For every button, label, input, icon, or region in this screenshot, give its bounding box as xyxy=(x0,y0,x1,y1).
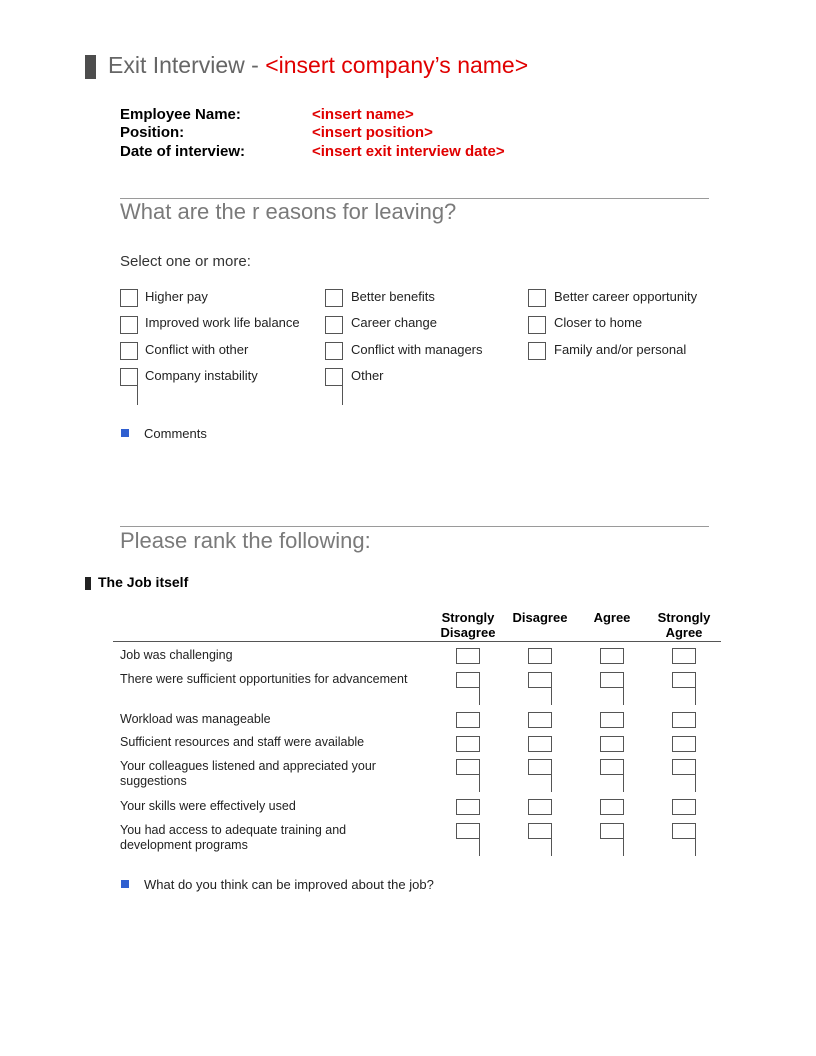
rating-box-strongly-disagree[interactable] xyxy=(456,799,480,815)
checkbox-family-personal[interactable] xyxy=(528,342,546,360)
rating-box-tail xyxy=(695,688,696,705)
improvement-question[interactable]: What do you think can be improved about the job? xyxy=(144,877,434,892)
bullet-icon xyxy=(121,429,129,437)
option-label-work-life-balance: Improved work life balance xyxy=(145,315,300,330)
rating-box-agree[interactable] xyxy=(600,648,624,664)
rating-box-strongly-agree[interactable] xyxy=(672,736,696,752)
scale-header-disagree xyxy=(500,610,580,625)
checkbox-higher-pay[interactable] xyxy=(120,289,138,307)
scale-header-line: Agree xyxy=(593,610,631,625)
option-label-family-personal: Family and/or personal xyxy=(554,342,687,357)
rating-box-strongly-disagree[interactable] xyxy=(456,759,480,775)
scale-header-line: Disagree xyxy=(512,610,568,625)
checkbox-company-instability[interactable] xyxy=(120,368,138,386)
interview-date-label: Date of interview: xyxy=(120,143,246,160)
rating-box-tail xyxy=(479,839,480,856)
rating-box-agree[interactable] xyxy=(600,823,624,839)
option-label-better-career-opportunity: Better career opportunity xyxy=(554,289,698,304)
job-itself-heading: The Job itself xyxy=(98,574,189,590)
rating-box-strongly-agree[interactable] xyxy=(672,648,696,664)
rating-box-disagree[interactable] xyxy=(528,712,552,728)
rating-box-tail xyxy=(479,688,480,705)
rating-box-disagree[interactable] xyxy=(528,799,552,815)
scale-header-strongly-agree xyxy=(644,610,724,640)
checkbox-career-change[interactable] xyxy=(325,316,343,334)
title-bar-marker xyxy=(85,55,96,79)
reasons-heading: What are the r easons for leaving? xyxy=(120,199,457,224)
employee-name-value[interactable]: <insert name> xyxy=(312,106,414,123)
rating-box-tail xyxy=(623,839,624,856)
checkbox-better-benefits[interactable] xyxy=(325,289,343,307)
rating-box-tail xyxy=(623,688,624,705)
subheading-marker xyxy=(85,577,91,590)
rating-box-agree[interactable] xyxy=(600,799,624,815)
company-name-placeholder[interactable]: <insert company’s name> xyxy=(265,52,529,78)
option-label-company-instability: Company instability xyxy=(145,368,258,383)
option-label-other: Other xyxy=(351,368,384,383)
checkbox-tail xyxy=(342,385,343,405)
option-label-conflict-with-managers: Conflict with managers xyxy=(351,342,483,357)
position-value[interactable]: <insert position> xyxy=(312,124,433,141)
scale-header-line: Strongly xyxy=(441,610,495,625)
rating-box-strongly-agree[interactable] xyxy=(672,759,696,775)
option-label-closer-to-home: Closer to home xyxy=(554,315,643,330)
rating-box-disagree[interactable] xyxy=(528,823,552,839)
rating-box-tail xyxy=(479,775,480,792)
rating-box-strongly-disagree[interactable] xyxy=(456,823,480,839)
title-prefix: Exit Interview - xyxy=(108,52,266,78)
option-label-higher-pay: Higher pay xyxy=(145,289,208,304)
rating-box-agree[interactable] xyxy=(600,736,624,752)
question-resources: Sufficient resources and staff were available xyxy=(120,735,365,749)
rating-box-tail xyxy=(551,775,552,792)
table-header-rule xyxy=(113,641,721,642)
scale-header-line: Disagree xyxy=(440,625,496,640)
checkbox-tail xyxy=(137,385,138,405)
interview-date-value[interactable]: <insert exit interview date> xyxy=(312,143,505,160)
question-workload: Workload was manageable xyxy=(120,712,271,726)
question-job-challenging: Job was challenging xyxy=(120,648,233,662)
rating-box-strongly-agree[interactable] xyxy=(672,712,696,728)
rating-box-disagree[interactable] xyxy=(528,736,552,752)
rating-box-strongly-disagree[interactable] xyxy=(456,712,480,728)
rating-box-disagree[interactable] xyxy=(528,759,552,775)
rating-box-tail xyxy=(695,839,696,856)
scale-header-line: Agree xyxy=(665,625,703,640)
scale-header-line: Strongly xyxy=(657,610,711,625)
select-hint: Select one or more: xyxy=(120,253,251,270)
option-label-conflict-with-other: Conflict with other xyxy=(145,342,249,357)
rating-box-strongly-disagree[interactable] xyxy=(456,672,480,688)
employee-name-label: Employee Name: xyxy=(120,106,241,123)
checkbox-conflict-with-managers[interactable] xyxy=(325,342,343,360)
rating-box-disagree[interactable] xyxy=(528,648,552,664)
position-label: Position: xyxy=(120,124,185,141)
question-skills: Your skills were effectively used xyxy=(120,799,296,813)
rating-box-tail xyxy=(551,688,552,705)
rating-box-disagree[interactable] xyxy=(528,672,552,688)
checkbox-other[interactable] xyxy=(325,368,343,386)
document-title xyxy=(108,52,528,79)
rating-box-strongly-disagree[interactable] xyxy=(456,736,480,752)
section-divider xyxy=(120,526,709,527)
bullet-icon xyxy=(121,880,129,888)
rating-box-agree[interactable] xyxy=(600,712,624,728)
ranking-heading: Please rank the following: xyxy=(120,528,371,553)
question-training: You had access to adequate training and development programs xyxy=(120,823,347,852)
rating-box-strongly-agree[interactable] xyxy=(672,799,696,815)
question-advancement: There were sufficient opportunities for advancement xyxy=(120,672,408,686)
option-label-career-change: Career change xyxy=(351,315,437,330)
rating-box-strongly-agree[interactable] xyxy=(672,672,696,688)
scale-header-agree xyxy=(572,610,652,625)
question-colleagues: Your colleagues listened and appreciated your suggestions xyxy=(120,759,376,788)
checkbox-work-life-balance[interactable] xyxy=(120,316,138,334)
checkbox-closer-to-home[interactable] xyxy=(528,316,546,334)
rating-box-tail xyxy=(551,839,552,856)
rating-box-tail xyxy=(695,775,696,792)
checkbox-better-career-opportunity[interactable] xyxy=(528,289,546,307)
rating-box-agree[interactable] xyxy=(600,672,624,688)
checkbox-conflict-with-other[interactable] xyxy=(120,342,138,360)
rating-box-strongly-disagree[interactable] xyxy=(456,648,480,664)
rating-box-strongly-agree[interactable] xyxy=(672,823,696,839)
rating-box-agree[interactable] xyxy=(600,759,624,775)
scale-header-strongly-disagree xyxy=(428,610,508,640)
rating-box-tail xyxy=(623,775,624,792)
option-label-better-benefits: Better benefits xyxy=(351,289,435,304)
comments-label[interactable]: Comments xyxy=(144,426,207,441)
